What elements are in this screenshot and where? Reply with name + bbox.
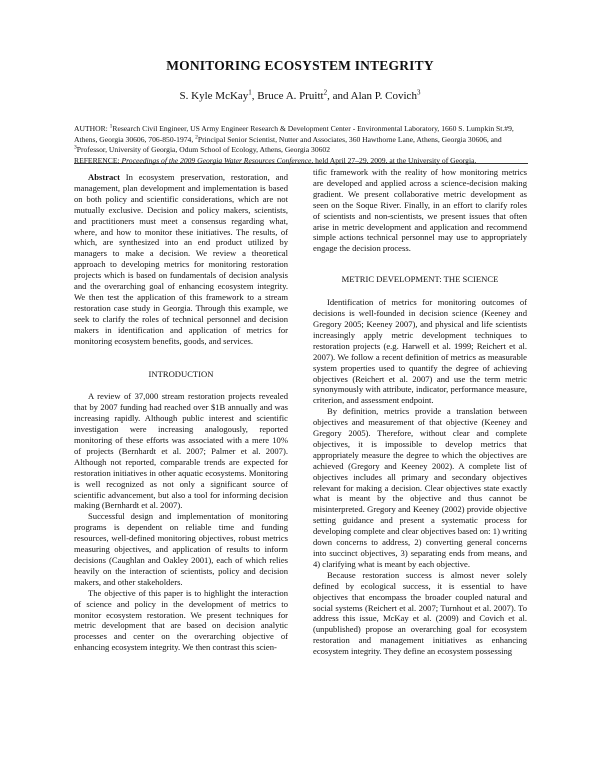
- author-label: AUTHOR:: [74, 124, 108, 133]
- header-divider: [74, 163, 528, 164]
- author-1: S. Kyle McKay: [179, 90, 249, 102]
- intro-paragraph-3: The objective of this paper is to highlight the interaction of science and policy in the development of metrics to monitor ecosystem restoration. We present techniques for metric development that are based on decision analytic processes and center on the overarching objective of enhancing ecosystem integrity. We then contrast this scien-: [74, 587, 288, 653]
- author-2: , Bruce A. Pruitt: [251, 90, 324, 102]
- intro-paragraph-1: A review of 37,000 stream restoration projects revealed that by 2007 funding had reached over $1B annually and was increasing rapidly. Although public interest and scientific investigation were increasing analogously, reported monitoring of these efforts was associated with a mere 10% of projects (Bernhardt et al. 2007; Palmer et al. 2007). Although not reported, comparable trends are expected for restoration initiatives in other aquatic ecosystems. Monitoring is well recognized as not only a significant source of scientific advancement, but also a tool for informing decision making (Bernhardt et al. 2007).: [74, 391, 288, 511]
- affiliation-3-sup: 3: [74, 144, 77, 151]
- abstract-text: In ecosystem preservation, restoration, and management, plan development and implementation is based on both policy and scientific considerations, which are not mutually exclusive. Decision and policy makers, scientists, and practitioners must meet a consensus regarding what, where, and how to monitor these initiatives. The results, of which, are synthesized into an end product utilized by managers to make a decision. We review a theoretical approach to developing metrics for monitoring restoration projects which is based on fundamentals of decision analysis and the overarching goal of enhancing ecosystem integrity. We then test the application of this framework to a stream restoration case study in Georgia. Through this example, we seek to clarify the roles of technical personnel and decision makers in identification and application of metrics for monitoring ecosystem benefits, goods, and services.: [74, 172, 288, 346]
- introduction-heading: INTRODUCTION: [148, 368, 214, 379]
- paper-title: MONITORING ECOSYSTEM INTEGRITY: [166, 58, 434, 73]
- reference-proceedings: Proceedings of the 2009 Georgia Water Resources Conference: [121, 155, 312, 165]
- abstract-label: Abstract: [88, 172, 120, 182]
- metric-development-heading: METRIC DEVELOPMENT: THE SCIENCE: [341, 274, 499, 285]
- affiliation-2-sup: 2: [195, 134, 198, 141]
- affiliation-block: [74, 124, 530, 166]
- reference-label: REFERENCE:: [74, 155, 120, 165]
- affiliation-3: Professor, University of Georgia, Odum School of Ecology, Athens, Georgia 30602: [76, 145, 331, 155]
- right-column: [313, 167, 527, 657]
- author-3: , and Alan P. Covich: [327, 90, 417, 102]
- author-1-sup: 1: [248, 88, 252, 97]
- author-2-sup: 2: [323, 88, 328, 97]
- affiliation-2: Principal Senior Scientist, Nutter and Associates, 360 Hawthorne Lane, Athens, Georgia 30606, and: [197, 134, 502, 144]
- affiliation-1: Research Civil Engineer, US Army Engineer Research & Development Center - Environmental Laboratory, 1660 S. Lumpkin St.#9, Athens, Georgia 30606, 706-850-1974,: [74, 124, 514, 144]
- reference-rest: , held April 27–29, 2009, at the University of Georgia.: [311, 155, 477, 165]
- intro-continuation: tific framework with the reality of how monitoring metrics are developed and applied across a science-decision making gradient. We present collaborative metric development as seen on the Soque River. Finally, in an effort to clarify roles of scientists and non-scientists, we present issues that often arise in metric development and application and recommend simple actions technical personnel may use to appropriately engage the decision process.: [313, 167, 527, 254]
- affiliation-1-sup: 1: [109, 123, 113, 130]
- left-column: [74, 172, 288, 653]
- abstract-paragraph: [74, 172, 288, 347]
- author-line: [0, 90, 600, 102]
- metric-paragraph-3: Because restoration success is almost never solely defined by ecological success, it is essential to have objectives that encompass the broader coupled natural and social systems (Reichert et al. 2007; Turnhout et al. 2007). To address this issue, McKay et al. (2009) and Covich et al. (unpublished) propose an overarching goal for ecosystem restoration and management initiatives as enhancing ecosystem integrity. They define an ecosystem possessing: [313, 569, 527, 657]
- intro-paragraph-2: Successful design and implementation of monitoring programs is dependent on reliable time and funding resources, well-defined monitoring objectives, robust metrics measuring objectives, and application of results to inform decisions (Caughlan and Oakley 2001), each of which relies heavily on the interaction of scientists, policy and decision makers, and other stakeholders.: [74, 511, 288, 587]
- metric-paragraph-2: By definition, metrics provide a translation between objectives and measurement of that objective (Keeney and Gregory 2005). Therefore, without clear and complete objectives, it is impossible to develop metrics that appropriately measure the degree to which the objectives are achieved (Gregory and Keeney 2002). A complete list of objectives includes all primary and secondary objectives relevant for making a decision. Clear objectives state exactly what is meant by the objective and thus cannot be misinterpreted. Gregory and Keeney (2002) provide objective setting guidance and present a systematic process for developing complete and clear objectives based on: 1) writing down concerns to address, 2) converting general concerns into succinct objectives, 3) separating ends from means, and 4) clarifying what is meant by each objective.: [313, 406, 527, 569]
- author-3-sup: 3: [416, 88, 421, 97]
- metric-paragraph-1: Identification of metrics for monitoring outcomes of decisions is well-founded in decision science (Keeney and Gregory 2005; Keeney 2007), and physical and life scientists increasingly apply metric development techniques to restoration projects (e.g. Harwell et al. 1999; Reichert et al. 2007). We follow a recent definition of metrics as measurable system properties used to quantify the degree of achieving objectives (Reichert et al. 2007) and use the term metric synonymously with attribute, indicator, performance measure, criterion, and assessment endpoint.: [313, 297, 527, 406]
